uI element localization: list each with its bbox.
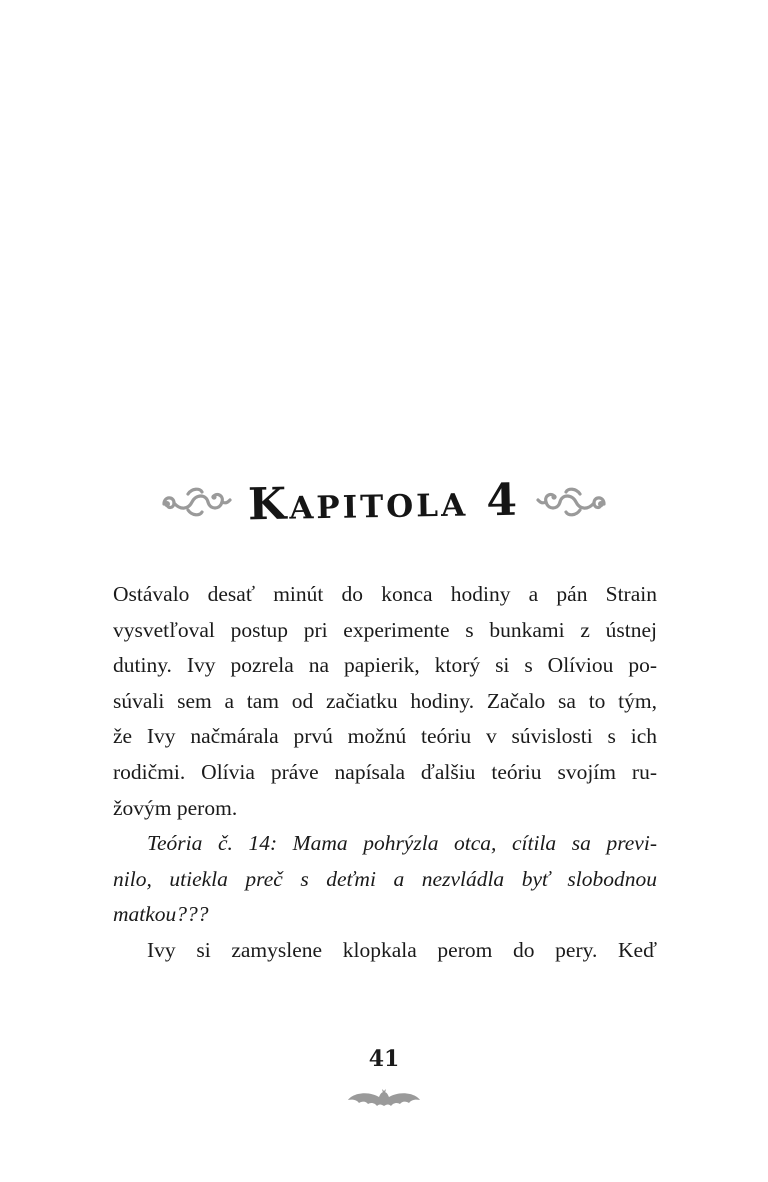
text-line: vysvetľoval postup pri experimente s bunkami z ústnej — [113, 617, 657, 642]
chapter-title: Kapitola 4 — [247, 474, 521, 530]
page-number: 41 — [368, 1046, 400, 1072]
text-line: že Ivy načmárala prvú možnú teóriu v súvislosti s ich — [113, 724, 657, 749]
text-line: žovým perom. — [113, 795, 238, 820]
text-line-italic: Teória č. 14: Mama pohrýzla otca, cítila sa previ- — [147, 831, 657, 856]
text-line: rodičmi. Olívia práve napísala ďalšiu teóriu svojím ru- — [113, 759, 657, 784]
text-line: Ostávalo desať minút do konca hodiny a pán Strain — [113, 582, 657, 606]
text-line: súvali sem a tam od začiatku hodiny. Začalo sa to tým, — [113, 688, 657, 713]
text-line-italic: nilo, utiekla preč s deťmi a nezvládla byť slobodnou — [113, 866, 657, 891]
bat-icon — [346, 1086, 422, 1112]
chapter-heading — [0, 462, 768, 542]
swirl-ornament-icon — [158, 482, 234, 522]
text-line: dutiny. Ivy pozrela na papierik, ktorý si s Olíviou po- — [113, 653, 657, 678]
swirl-ornament-icon — [534, 482, 610, 522]
text-line-italic: matkou??? — [113, 902, 209, 927]
body-text — [113, 577, 657, 969]
text-line: Ivy si zamyslene klopkala perom do pery. Keď — [147, 937, 657, 962]
